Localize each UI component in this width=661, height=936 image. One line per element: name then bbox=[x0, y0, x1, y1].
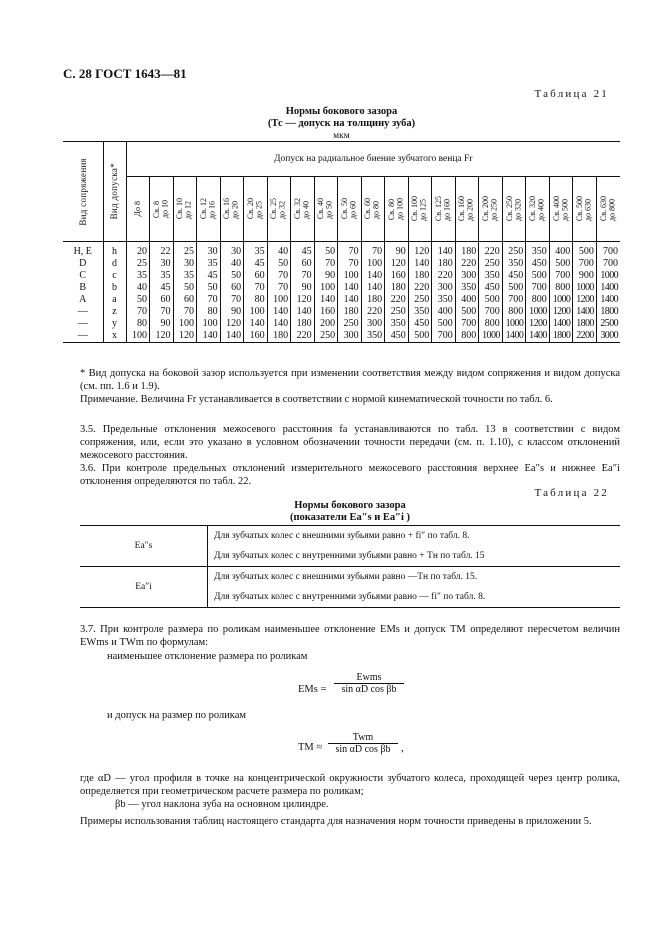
cell-value: 70 bbox=[126, 306, 150, 318]
cell-pair: A bbox=[79, 294, 87, 305]
formula2-lhs: TM ≈ bbox=[298, 742, 323, 753]
cell-value: 1400 bbox=[526, 330, 550, 343]
cell-value: 120 bbox=[150, 330, 174, 343]
para-3-6: 3.6. При контроле предельных отклонений измерительного межосевого расстояния верхнее Ea″s и нижнее Ea″i отклонения определяются по табл. 22. bbox=[80, 463, 620, 487]
where-beta: βb — угол наклона зуба на основном цилиндре. bbox=[115, 799, 329, 810]
cell-value: 500 bbox=[502, 282, 526, 294]
cell-value: 120 bbox=[408, 242, 432, 259]
cell-value: 50 bbox=[220, 270, 244, 282]
cell-value: 70 bbox=[244, 282, 268, 294]
cell-value: 30 bbox=[197, 242, 221, 259]
cell-value: 350 bbox=[385, 318, 409, 330]
cell-value: 140 bbox=[408, 258, 432, 270]
cell-value: 450 bbox=[526, 258, 550, 270]
note: Примечание. Величина Fr устанавливается в соответствии с нормой кинематической точности по табл. 6. bbox=[80, 394, 553, 405]
range-header: Св. 25 до 32 bbox=[267, 177, 291, 242]
cell-value: 120 bbox=[173, 330, 197, 343]
cell-value: 450 bbox=[408, 318, 432, 330]
cell-value: 1200 bbox=[549, 306, 573, 318]
formula2-denominator: sin αD cos βb bbox=[328, 743, 398, 755]
cell-value: 800 bbox=[526, 294, 550, 306]
cell-value: 1800 bbox=[573, 318, 597, 330]
cell-value: 70 bbox=[197, 294, 221, 306]
cell-value: 45 bbox=[291, 242, 315, 259]
cell-value: 50 bbox=[173, 282, 197, 294]
col-vid-sopryazh: Вид сопряжения bbox=[63, 142, 103, 242]
cell-value: 120 bbox=[291, 294, 315, 306]
range-header: Св. 160 до 200 bbox=[455, 177, 479, 242]
cell-value: 35 bbox=[173, 270, 197, 282]
cell-value: 22 bbox=[150, 242, 174, 259]
cell-value: 350 bbox=[408, 306, 432, 318]
range-header: Св. 40 до 50 bbox=[314, 177, 338, 242]
cell-value: 500 bbox=[526, 270, 550, 282]
cell-value: 70 bbox=[150, 306, 174, 318]
cell-value: 180 bbox=[267, 330, 291, 343]
cell-value: 90 bbox=[220, 306, 244, 318]
cell-value: 140 bbox=[338, 282, 362, 294]
cell-value: 40 bbox=[267, 242, 291, 259]
cell-value: 800 bbox=[502, 306, 526, 318]
cell-value: 100 bbox=[338, 270, 362, 282]
cell-value: 70 bbox=[220, 294, 244, 306]
cell-value: 1000 bbox=[479, 330, 503, 343]
cell-value: 450 bbox=[502, 270, 526, 282]
group-header: Допуск на радиальное биение зубчатого венца Fr bbox=[126, 142, 620, 177]
cell-tol: x bbox=[103, 330, 126, 343]
cell-value: 100 bbox=[361, 258, 385, 270]
cell-value: 700 bbox=[573, 258, 597, 270]
table22-title bbox=[80, 500, 620, 524]
cell-value: 2500 bbox=[596, 318, 620, 330]
table22-title-line2: (показатели Ea″s и Ea″i ) bbox=[289, 512, 411, 523]
cell-value: 70 bbox=[267, 282, 291, 294]
cell-value: 700 bbox=[596, 242, 620, 259]
cell-value: 350 bbox=[455, 282, 479, 294]
range-header: Св. 320 до 400 bbox=[526, 177, 550, 242]
cell-value: 60 bbox=[244, 270, 268, 282]
cell-value: 180 bbox=[432, 258, 456, 270]
table-row bbox=[63, 270, 620, 282]
cell-value: 140 bbox=[432, 242, 456, 259]
cell-pair: — bbox=[63, 330, 103, 343]
table-row bbox=[63, 318, 620, 330]
cell-value: 3000 bbox=[596, 330, 620, 343]
para-3-5: 3.5. Предельные отклонения межосевого расстояния fa устанавливаются по табл. 13 в соответствии с видом сопряжения, или, если это указано в условном обозначении точности передачи (см. п. 1.10), с классом отклонений межосевого расстояния. bbox=[80, 424, 620, 461]
cell-value: 70 bbox=[291, 270, 315, 282]
cell-value: 300 bbox=[455, 270, 479, 282]
cell-value: 140 bbox=[267, 306, 291, 318]
cell-value: 220 bbox=[361, 306, 385, 318]
cell-value: 250 bbox=[314, 330, 338, 343]
cell-value: 35 bbox=[197, 258, 221, 270]
cell-value: 70 bbox=[338, 242, 362, 259]
range-header: Св. 500 до 630 bbox=[573, 177, 597, 242]
cell-value: 500 bbox=[432, 318, 456, 330]
table22-label: Таблица 22 bbox=[534, 487, 609, 499]
cell-value: 45 bbox=[244, 258, 268, 270]
cell-value: 50 bbox=[126, 294, 150, 306]
cell-value: 220 bbox=[479, 242, 503, 259]
cell-pair: — bbox=[77, 306, 88, 317]
cell-value: 500 bbox=[549, 258, 573, 270]
range-header: Св. 400 до 500 bbox=[549, 177, 573, 242]
cell-value: 500 bbox=[479, 294, 503, 306]
cell-value: 400 bbox=[432, 306, 456, 318]
cell-value: 30 bbox=[173, 258, 197, 270]
cell-value: 140 bbox=[244, 318, 268, 330]
cell-value: 1400 bbox=[549, 318, 573, 330]
table22-sym-lower: Ea″i bbox=[80, 567, 208, 608]
cell-value: 140 bbox=[314, 294, 338, 306]
cell-value: 300 bbox=[361, 318, 385, 330]
cell-value: 1000 bbox=[549, 294, 573, 306]
cell-value: 1400 bbox=[573, 306, 597, 318]
cell-value: 250 bbox=[385, 306, 409, 318]
cell-value: 250 bbox=[408, 294, 432, 306]
cell-value: 700 bbox=[549, 270, 573, 282]
cell-value: 25 bbox=[126, 258, 150, 270]
cell-value: 140 bbox=[361, 282, 385, 294]
cell-tol: y bbox=[103, 318, 126, 330]
cell-value: 1400 bbox=[596, 282, 620, 294]
cell-value: 60 bbox=[173, 294, 197, 306]
cell-value: 180 bbox=[361, 294, 385, 306]
cell-value: 450 bbox=[479, 282, 503, 294]
cell-value: 25 bbox=[173, 242, 197, 259]
formula2-numerator: Twm bbox=[352, 732, 374, 743]
cell-value: 180 bbox=[338, 306, 362, 318]
table22-sym-upper: Ea″s bbox=[80, 526, 208, 567]
cell-value: 50 bbox=[197, 282, 221, 294]
cell-value: 180 bbox=[385, 282, 409, 294]
cell-value: 90 bbox=[385, 242, 409, 259]
cell-value: 1400 bbox=[502, 330, 526, 343]
table-row bbox=[63, 306, 620, 318]
table22 bbox=[80, 525, 620, 608]
cell-value: 1000 bbox=[596, 270, 620, 282]
cell-value: 700 bbox=[502, 294, 526, 306]
cell-value: 160 bbox=[244, 330, 268, 343]
cell-value: 160 bbox=[314, 306, 338, 318]
cell-value: 80 bbox=[197, 306, 221, 318]
table21-title bbox=[63, 106, 620, 142]
formula2 bbox=[328, 732, 398, 755]
cell-value: 250 bbox=[338, 318, 362, 330]
range-header: Св. 12 до 16 bbox=[197, 177, 221, 242]
cell-value: 1200 bbox=[526, 318, 550, 330]
cell-value: 200 bbox=[314, 318, 338, 330]
cell-value: 500 bbox=[408, 330, 432, 343]
cell-value: 30 bbox=[220, 242, 244, 259]
range-header: Св. 10 до 12 bbox=[173, 177, 197, 242]
cell-value: 1200 bbox=[573, 294, 597, 306]
cell-value: 70 bbox=[173, 306, 197, 318]
cell-value: 60 bbox=[150, 294, 174, 306]
cell-value: 50 bbox=[267, 258, 291, 270]
formula1 bbox=[334, 672, 404, 695]
cell-pair: H, E bbox=[73, 246, 92, 257]
cell-value: 140 bbox=[220, 330, 244, 343]
cell-value: 120 bbox=[385, 258, 409, 270]
cell-value: 90 bbox=[150, 318, 174, 330]
range-header: Св. 250 до 320 bbox=[502, 177, 526, 242]
table-row bbox=[63, 330, 620, 343]
cell-value: 350 bbox=[526, 242, 550, 259]
range-header: Св. 200 до 250 bbox=[479, 177, 503, 242]
cell-value: 350 bbox=[361, 330, 385, 343]
cell-value: 100 bbox=[173, 318, 197, 330]
cell-value: 180 bbox=[291, 318, 315, 330]
cell-value: 1000 bbox=[502, 318, 526, 330]
cell-value: 1400 bbox=[596, 294, 620, 306]
table21 bbox=[63, 141, 620, 343]
cell-tol: c bbox=[103, 270, 126, 282]
range-header: Св. 8 до 10 bbox=[150, 177, 174, 242]
para-3-7: 3.7. При контроле размера по роликам наименьшее отклонение EMs и допуск TM определяют пересчетом величин EWms и TWm по формулам: bbox=[80, 624, 620, 648]
cell-value: 500 bbox=[455, 306, 479, 318]
col-vid-dopuska: Вид допуска* bbox=[103, 142, 126, 242]
table21-title-line1: Нормы бокового зазора bbox=[285, 106, 398, 117]
range-header: Св. 125 до 160 bbox=[432, 177, 456, 242]
table-row bbox=[63, 282, 620, 294]
table-row bbox=[63, 294, 620, 306]
closing-para: Примеры использования таблиц настоящего стандарта для назначения норм точности приведены в приложении 5. bbox=[80, 816, 592, 827]
footnote: * Вид допуска на боковой зазор используется при изменении соответствия между видом сопряжения и видом допуска (см. пп. 1.6 и 1.9). bbox=[80, 368, 620, 392]
cell-value: 1800 bbox=[596, 306, 620, 318]
table21-title-line2: (Тс — допуск на толщину зуба) bbox=[267, 118, 416, 129]
formula1-numerator: Ewms bbox=[356, 672, 382, 683]
range-header: Св. 16 до 20 bbox=[220, 177, 244, 242]
cell-value: 700 bbox=[432, 330, 456, 343]
cell-pair: B bbox=[79, 282, 87, 293]
cell-value: 220 bbox=[432, 270, 456, 282]
range-header: Св. 60 до 80 bbox=[361, 177, 385, 242]
cell-value: 800 bbox=[479, 318, 503, 330]
table-row bbox=[63, 242, 620, 259]
cell-value: 500 bbox=[573, 242, 597, 259]
cell-pair: D bbox=[79, 258, 87, 269]
cell-pair: — bbox=[77, 318, 88, 329]
cell-value: 1800 bbox=[549, 330, 573, 343]
range-header: Св. 80 до 100 bbox=[385, 177, 409, 242]
cell-value: 40 bbox=[126, 282, 150, 294]
cell-value: 80 bbox=[126, 318, 150, 330]
cell-value: 20 bbox=[126, 242, 150, 259]
table22-row: Для зубчатых колес с внутренними зубьями равно + Tн по табл. 15 bbox=[208, 546, 621, 567]
cell-value: 700 bbox=[455, 318, 479, 330]
cell-value: 140 bbox=[338, 294, 362, 306]
cell-tol: z bbox=[103, 306, 126, 318]
cell-value: 140 bbox=[197, 330, 221, 343]
cell-value: 70 bbox=[314, 258, 338, 270]
cell-value: 800 bbox=[455, 330, 479, 343]
cell-value: 350 bbox=[432, 294, 456, 306]
cell-value: 35 bbox=[150, 270, 174, 282]
cell-value: 30 bbox=[150, 258, 174, 270]
cell-value: 100 bbox=[197, 318, 221, 330]
cell-value: 35 bbox=[126, 270, 150, 282]
cell-value: 40 bbox=[220, 258, 244, 270]
cell-value: 250 bbox=[502, 242, 526, 259]
cell-value: 120 bbox=[220, 318, 244, 330]
cell-value: 1000 bbox=[526, 306, 550, 318]
cell-value: 160 bbox=[385, 270, 409, 282]
range-header: Св. 50 до 60 bbox=[338, 177, 362, 242]
cell-value: 100 bbox=[244, 306, 268, 318]
cell-value: 220 bbox=[385, 294, 409, 306]
cell-value: 700 bbox=[479, 306, 503, 318]
cell-value: 350 bbox=[502, 258, 526, 270]
cell-tol: h bbox=[103, 242, 126, 259]
formula2-comma: , bbox=[401, 742, 404, 754]
cell-value: 700 bbox=[596, 258, 620, 270]
cell-pair: C bbox=[79, 270, 87, 281]
table21-label: Таблица 21 bbox=[534, 88, 609, 100]
range-header: Св. 32 до 40 bbox=[291, 177, 315, 242]
range-header: Св. 100 до 125 bbox=[408, 177, 432, 242]
cell-value: 70 bbox=[267, 270, 291, 282]
cell-value: 100 bbox=[126, 330, 150, 343]
cell-value: 400 bbox=[455, 294, 479, 306]
cell-value: 140 bbox=[291, 306, 315, 318]
cell-value: 70 bbox=[338, 258, 362, 270]
cell-value: 90 bbox=[314, 270, 338, 282]
cell-value: 90 bbox=[291, 282, 315, 294]
cell-value: 450 bbox=[385, 330, 409, 343]
cell-value: 100 bbox=[314, 282, 338, 294]
cell-value: 45 bbox=[197, 270, 221, 282]
cell-value: 80 bbox=[244, 294, 268, 306]
cell-value: 900 bbox=[573, 270, 597, 282]
table22-row: Для зубчатых колес с внешними зубьями равно + fi″ по табл. 8. bbox=[208, 526, 621, 547]
formula1-denominator: sin αD cos βb bbox=[334, 683, 404, 695]
cell-value: 140 bbox=[361, 270, 385, 282]
cell-value: 350 bbox=[479, 270, 503, 282]
formula1-lhs: EMs = bbox=[298, 684, 327, 695]
cell-tol: d bbox=[103, 258, 126, 270]
cell-value: 45 bbox=[150, 282, 174, 294]
table22-title-line1: Нормы бокового зазора bbox=[294, 500, 406, 511]
table22-row: Для зубчатых колес с внешними зубьями равно —Tн по табл. 15. bbox=[208, 567, 621, 588]
cell-value: 250 bbox=[479, 258, 503, 270]
cell-value: 50 bbox=[314, 242, 338, 259]
range-header: До 8 bbox=[126, 177, 150, 242]
cell-value: 220 bbox=[455, 258, 479, 270]
page-header: С. 28 ГОСТ 1643—81 bbox=[63, 66, 187, 81]
cell-value: 60 bbox=[220, 282, 244, 294]
cell-value: 35 bbox=[244, 242, 268, 259]
cell-tol: a bbox=[103, 294, 126, 306]
cell-value: 800 bbox=[549, 282, 573, 294]
cell-value: 180 bbox=[455, 242, 479, 259]
table22-row: Для зубчатых колес с внутренними зубьями равно — fi″ по табл. 8. bbox=[208, 587, 621, 608]
cell-value: 60 bbox=[291, 258, 315, 270]
table21-unit: мкм bbox=[333, 131, 350, 141]
para-3-7-tolerance: и допуск на размер по роликам bbox=[107, 710, 247, 721]
cell-tol: b bbox=[103, 282, 126, 294]
table-row bbox=[63, 258, 620, 270]
cell-value: 220 bbox=[291, 330, 315, 343]
range-header: Св. 20 до 25 bbox=[244, 177, 268, 242]
cell-value: 220 bbox=[408, 282, 432, 294]
cell-value: 1000 bbox=[573, 282, 597, 294]
range-header: Св. 630 до 800 bbox=[596, 177, 620, 242]
cell-value: 180 bbox=[408, 270, 432, 282]
cell-value: 2200 bbox=[573, 330, 597, 343]
cell-value: 140 bbox=[267, 318, 291, 330]
para-3-7-min-dev: наименьшее отклонение размера по роликам bbox=[107, 651, 308, 662]
cell-value: 400 bbox=[549, 242, 573, 259]
where-alpha: где αD — угол профиля в точке на концентрической окружности зубчатого колеса, проходящей через центр ролика, определяется при геометрическом расчете размера по роликам; bbox=[80, 773, 620, 797]
cell-value: 300 bbox=[338, 330, 362, 343]
cell-value: 100 bbox=[267, 294, 291, 306]
cell-value: 70 bbox=[361, 242, 385, 259]
cell-value: 300 bbox=[432, 282, 456, 294]
cell-value: 700 bbox=[526, 282, 550, 294]
